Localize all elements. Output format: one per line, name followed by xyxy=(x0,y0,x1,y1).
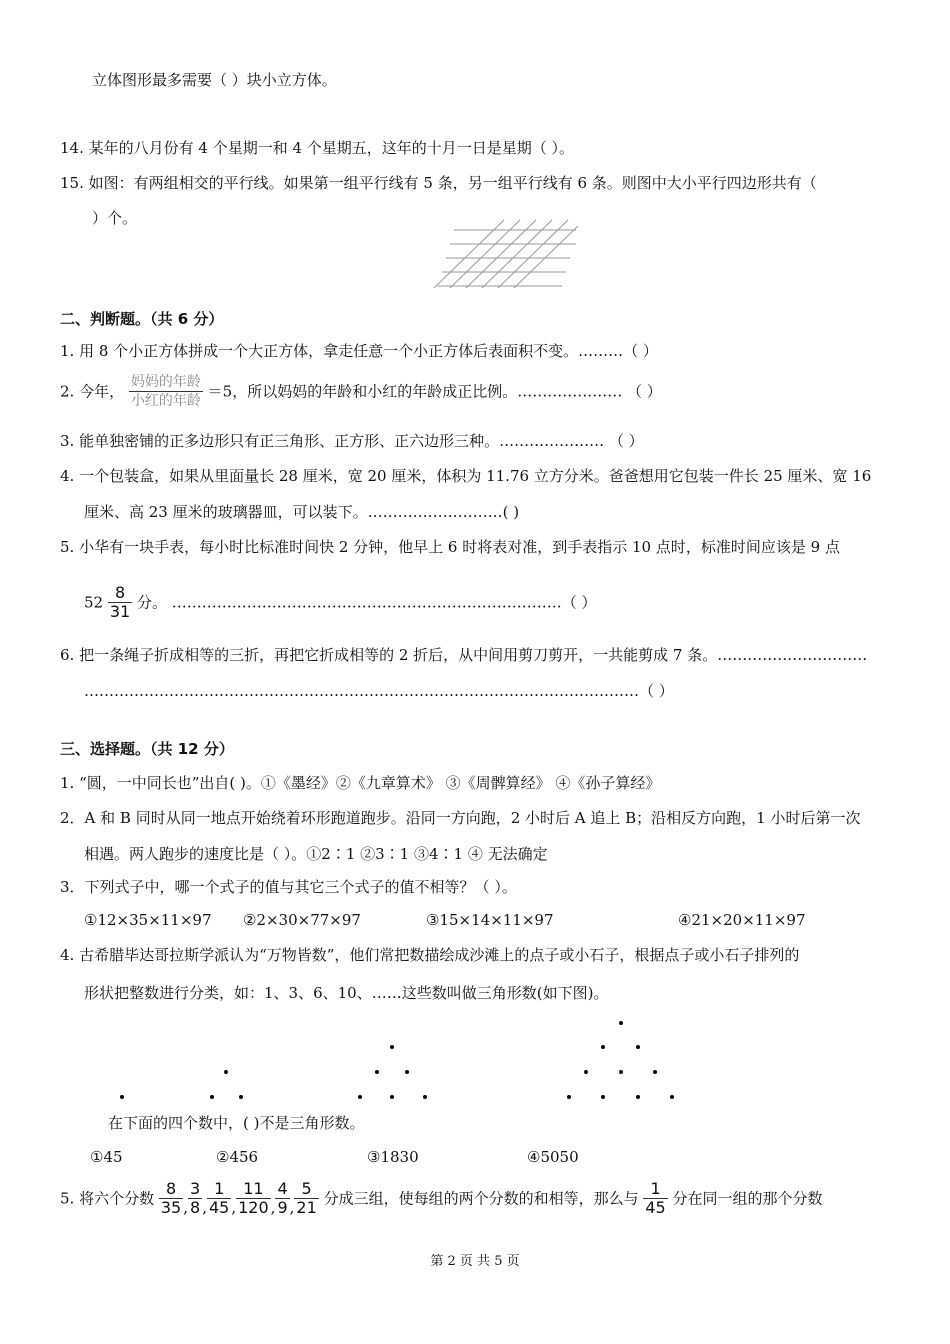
choice-4-cont: 形状把整数进行分类，如：1、3、6、10、……这些数叫做三角形数(如下图)。 xyxy=(84,984,609,1002)
choice-4-option-3: ③1830 xyxy=(367,1148,419,1166)
dot xyxy=(636,1095,640,1099)
fraction-numerator: 1 xyxy=(207,1180,231,1199)
dot xyxy=(584,1070,588,1074)
fraction-denominator: 31 xyxy=(109,602,131,621)
fraction-numerator: 8 xyxy=(108,584,132,603)
choice-3-option-1: ①12×35×11×97 xyxy=(84,911,212,929)
fraction xyxy=(236,1180,271,1217)
fraction xyxy=(275,1180,289,1217)
judge-5-int: 52 xyxy=(84,593,104,612)
choice-3-option-3: ③15×14×11×97 xyxy=(426,911,554,929)
fraction-numerator: 11 xyxy=(236,1180,271,1199)
fraction-numerator: 1 xyxy=(643,1180,667,1199)
judge-1: 1. 用 8 个小正方体拼成一个大正方体，拿走任意一个小正方体后表面积不变。………（ ） xyxy=(60,342,658,360)
judge-5-cont xyxy=(84,584,597,628)
question-13-cont: 立体图形最多需要（ ）块小立方体。 xyxy=(92,71,337,89)
dot xyxy=(224,1070,228,1074)
dot xyxy=(239,1095,243,1099)
dot xyxy=(636,1045,640,1049)
dot xyxy=(120,1095,124,1099)
choice-5-target-fraction xyxy=(643,1180,667,1217)
judge-2 xyxy=(60,373,662,417)
comma: , xyxy=(289,1198,295,1216)
choice-2-cont: 相遇。两人跑步的速度比是（ ）。①2∶1 ②3∶1 ③4∶1 ④ 无法确定 xyxy=(84,845,548,863)
page-footer: 第 2 页 共 5 页 xyxy=(430,1254,520,1269)
choice-1: 1. “圆，一中同长也”出自( )。①《墨经》②《九章算术》 ③《周髀算经》 ④《孙子算经》 xyxy=(60,774,661,792)
choice-3-option-4: ④21×20×11×97 xyxy=(678,911,806,929)
choice-4-option-2: ②456 xyxy=(216,1148,259,1166)
judge-2-fraction xyxy=(129,373,203,410)
judge-2-pre: 2. 今年， xyxy=(60,382,125,401)
choice-2: 2．A 和 B 同时从同一地点开始绕着环形跑道跑步。沿同一方向跑，2 小时后 A 追上 B；沿相反方向跑，1 小时后第一次 xyxy=(60,809,861,827)
fraction-numerator: 妈妈的年龄 xyxy=(130,374,201,390)
fraction xyxy=(159,1180,183,1217)
dot xyxy=(601,1095,605,1099)
choice-4-option-1: ①45 xyxy=(90,1148,123,1166)
comma: , xyxy=(270,1198,276,1216)
question-15-cont: ）个。 xyxy=(92,209,138,227)
choice-5-post: 分成三组，使每组的两个分数的和相等，那么与 xyxy=(323,1189,639,1208)
fraction-numerator: 8 xyxy=(159,1180,183,1199)
question-14: 14. 某年的八月份有 4 个星期一和 4 个星期五，这年的十月一日是星期（ ）。 xyxy=(60,139,575,157)
dot xyxy=(619,1021,623,1025)
judge-2-post: ＝5，所以妈妈的年龄和小红的年龄成正比例。………………… （ ） xyxy=(207,382,662,401)
fraction-numerator: 5 xyxy=(294,1180,318,1199)
fraction-numerator: 4 xyxy=(277,1179,288,1198)
choice-5-pre: 5. 将六个分数 xyxy=(60,1189,155,1208)
judge-4: 4. 一个包装盒，如果从里面量长 28 厘米，宽 20 厘米，体积为 11.76 立方分米。爸爸想用它包装一件长 25 厘米、宽 16 xyxy=(60,467,872,485)
judge-5: 5. 小华有一块手表，每小时比标准时间快 2 分钟，他早上 6 时将表对准，到手表指示 10 点时，标准时间应该是 9 点 xyxy=(60,538,840,556)
choice-4-question: 在下面的四个数中，( )不是三角形数。 xyxy=(108,1114,365,1132)
dot xyxy=(210,1095,214,1099)
fraction-denominator: 8 xyxy=(190,1198,201,1217)
fraction-denominator: 35 xyxy=(160,1198,182,1217)
dot xyxy=(390,1095,394,1099)
fraction-denominator: 21 xyxy=(296,1198,317,1217)
comma: , xyxy=(183,1198,189,1216)
parallel-lines-figure xyxy=(430,218,580,293)
choice-3: 3．下列式子中，哪一个式子的值与其它三个式子的值不相等？（ ）。 xyxy=(60,878,517,896)
dot xyxy=(601,1045,605,1049)
judge-5-post: 分。 ……………………………………………………………………（ ） xyxy=(137,593,597,612)
fraction-denominator: 9 xyxy=(277,1198,288,1217)
section-2-heading: 二、判断题。（共 6 分） xyxy=(60,310,224,328)
choice-4: 4. 古希腊毕达哥拉斯学派认为“万物皆数”，他们常把数描绘成沙滩上的点子或小石子，根据点子或小石子排列的 xyxy=(60,946,800,964)
judge-6: 6. 把一条绳子折成相等的三折，再把它折成相等的 2 折后，从中间用剪刀剪开，一共能剪成 7 条。………………………… xyxy=(60,646,868,664)
fraction xyxy=(207,1180,231,1217)
comma: , xyxy=(202,1198,207,1216)
choice-3-option-2: ②2×30×77×97 xyxy=(243,911,361,929)
comma: , xyxy=(231,1198,237,1216)
dot xyxy=(405,1070,409,1074)
fraction-denominator: 45 xyxy=(645,1198,666,1217)
dot xyxy=(375,1070,379,1074)
choice-5-fractions xyxy=(159,1179,319,1217)
fraction xyxy=(188,1180,202,1217)
judge-6-cont: …………………………………………………………………………………………………（ ） xyxy=(84,682,674,700)
fraction-numerator: 3 xyxy=(190,1179,201,1198)
dot xyxy=(670,1095,674,1099)
choice-4-option-4: ④5050 xyxy=(527,1148,579,1166)
fraction xyxy=(294,1180,318,1217)
fraction-denominator: 120 xyxy=(238,1198,269,1217)
dot xyxy=(653,1070,657,1074)
fraction-denominator: 小红的年龄 xyxy=(130,393,201,409)
section-3-heading: 三、选择题。（共 12 分） xyxy=(60,740,234,758)
choice-5-tail: 分在同一组的那个分数 xyxy=(672,1189,823,1208)
judge-4-cont: 厘米、高 23 厘米的玻璃器皿，可以装下。………………………( ) xyxy=(84,503,520,521)
dot xyxy=(390,1045,394,1049)
judge-3: 3. 能单独密铺的正多边形只有正三角形、正方形、正六边形三种。………………… （ ） xyxy=(60,432,644,450)
dot xyxy=(423,1095,427,1099)
dot xyxy=(567,1095,571,1099)
question-15: 15. 如图：有两组相交的平行线。如果第一组平行线有 5 条，另一组平行线有 6 条。则图中大小平行四边形共有（ xyxy=(60,174,817,192)
judge-5-fraction xyxy=(108,584,132,621)
dot xyxy=(619,1070,623,1074)
fraction-denominator: 45 xyxy=(208,1198,230,1217)
dot xyxy=(358,1095,362,1099)
choice-5 xyxy=(60,1180,823,1224)
